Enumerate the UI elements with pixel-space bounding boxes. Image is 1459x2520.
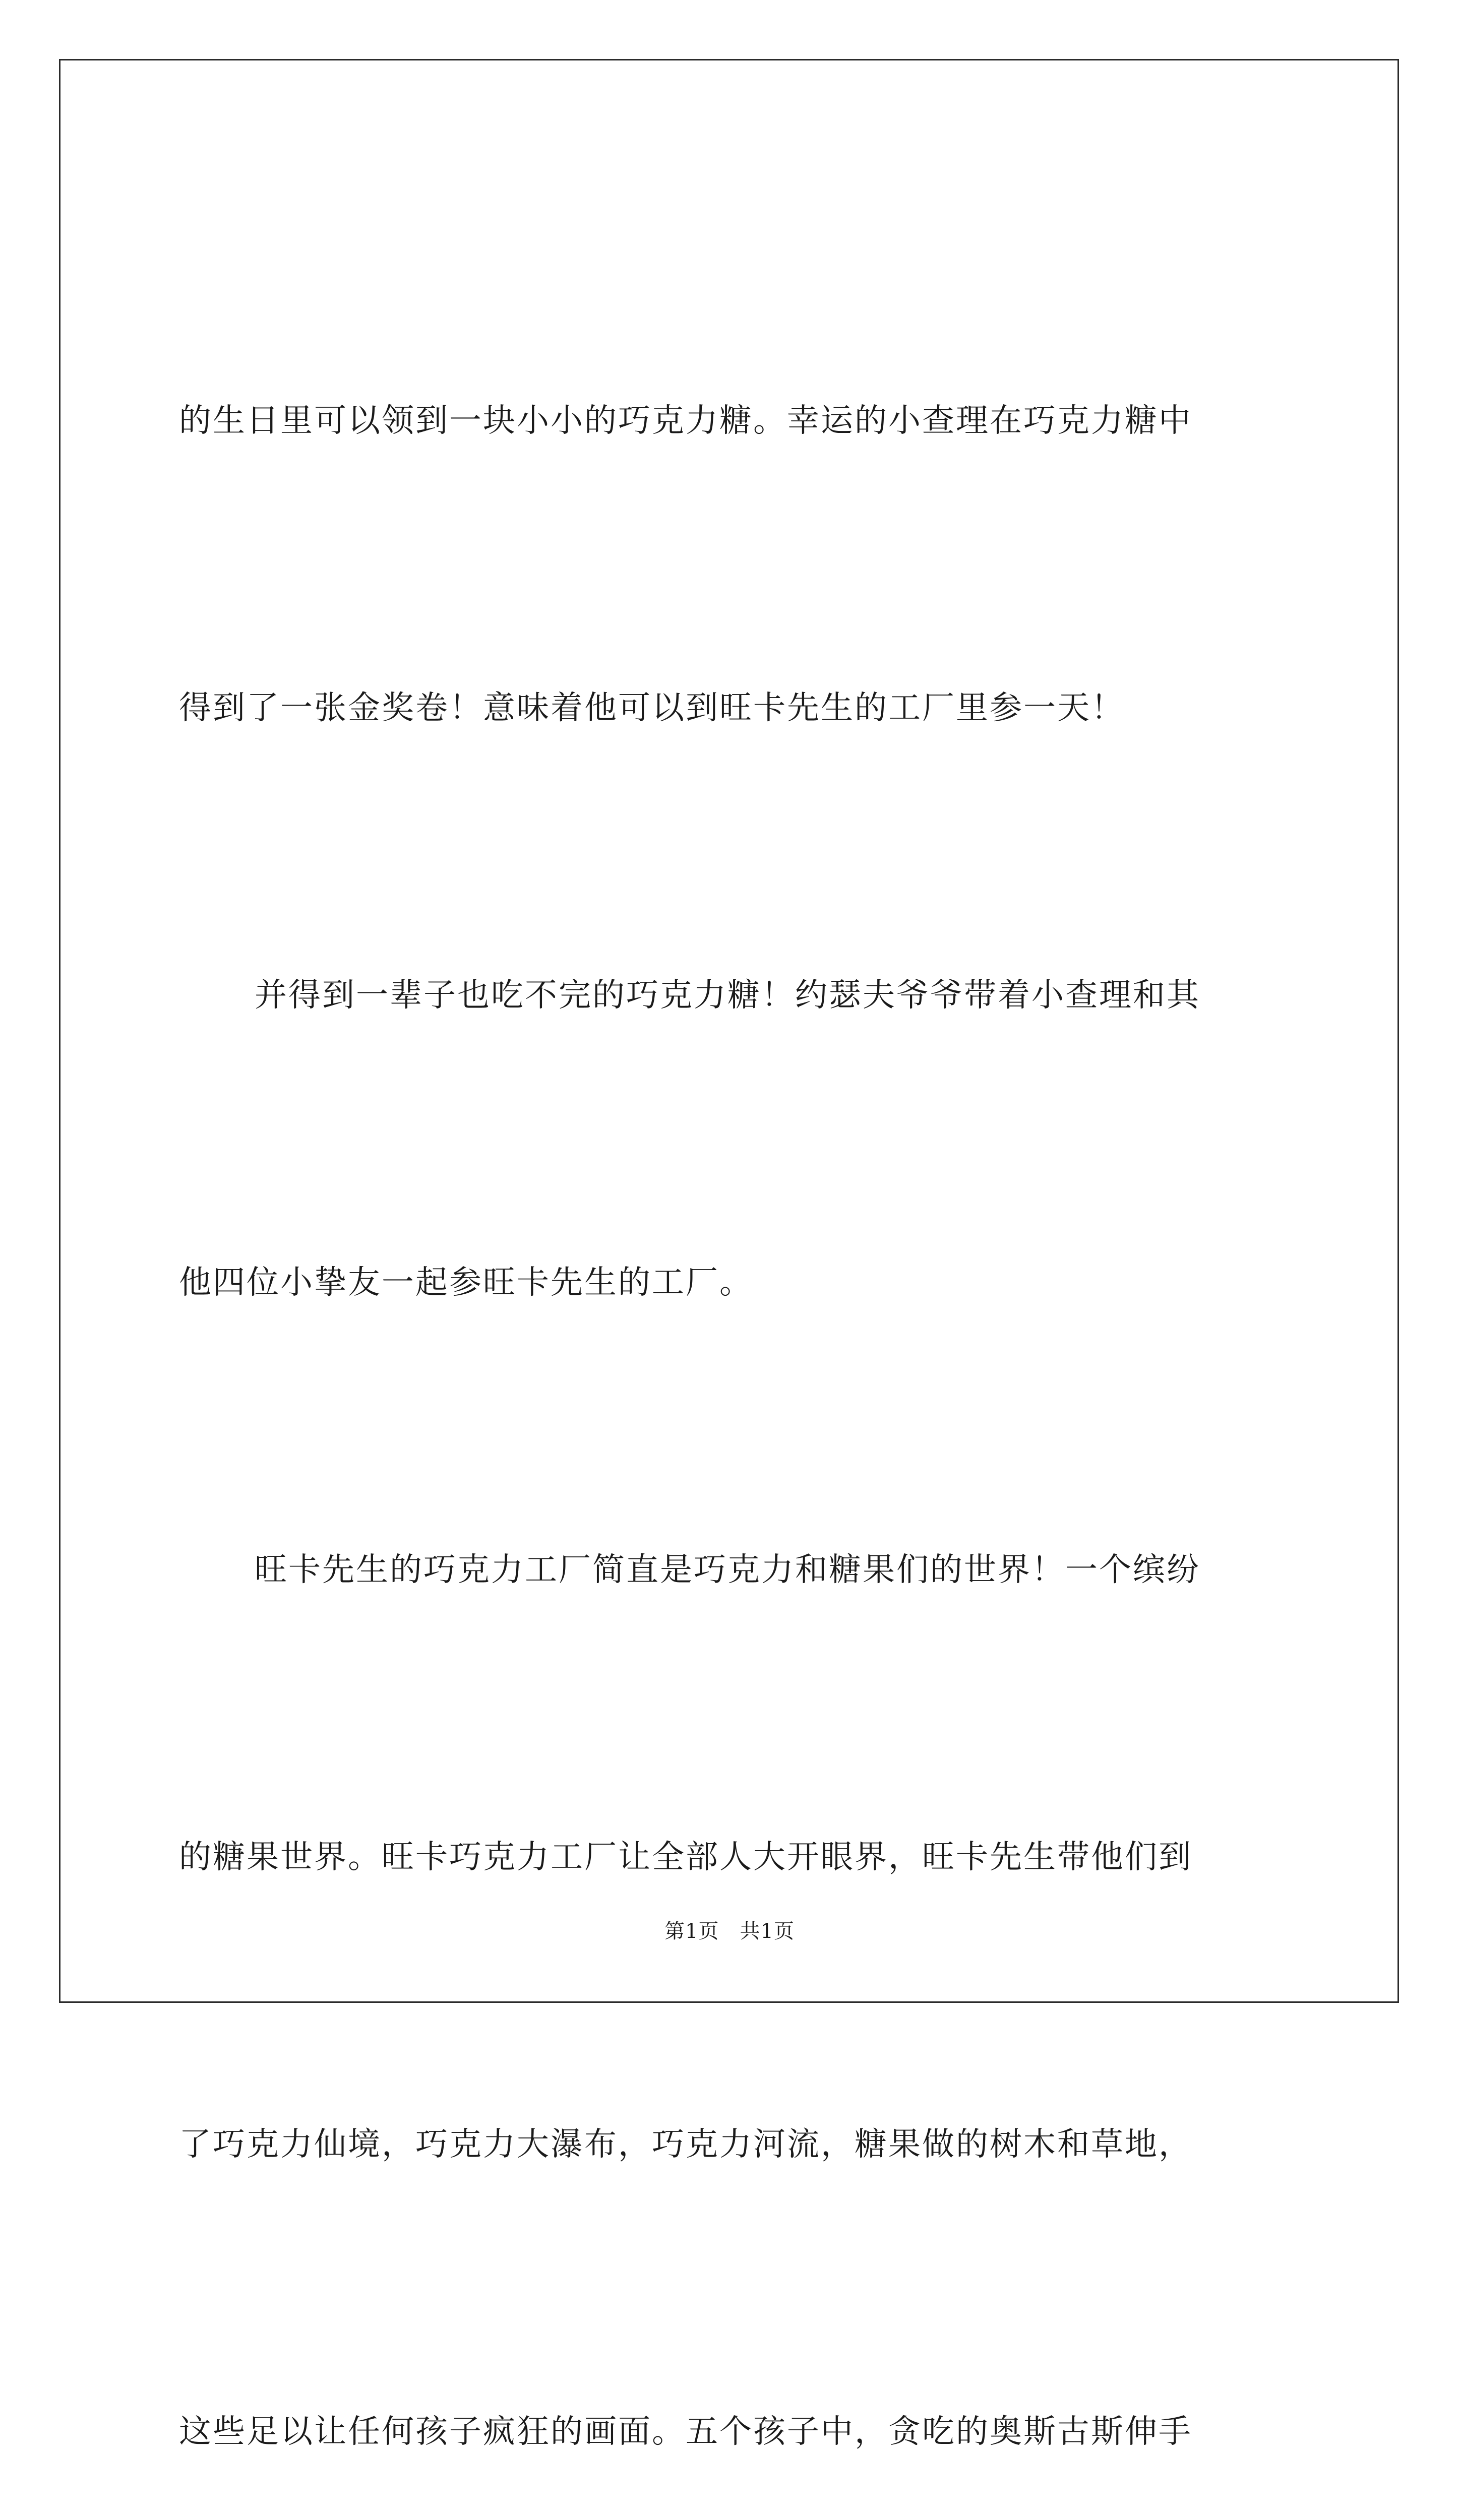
text-line: 了巧克力仙境，巧克力大瀑布，巧克力河流，糖果做的树木和草地， [179, 2126, 1192, 2163]
text-line: 这些足以让任何孩子疯狂的画面。五个孩子中，贪吃的奥斯古斯伸手 [179, 2413, 1192, 2450]
text-line: 并得到一辈子也吃不完的巧克力糖！约瑟夫爷爷带着小查理和其 [255, 977, 1200, 1014]
page-number-label: 第1页 共1页 [664, 1920, 795, 1943]
text-line: 他四位小挚友一起参旺卡先生的工厂。 [179, 1264, 753, 1301]
text-line: 得到了一张金奖卷！意味着他可以到旺卡先生的工厂里参一天！ [179, 689, 1125, 727]
text-line: 的糖果世界。旺卡巧克力工厂让全部人大开眼界，旺卡先生带他们到 [179, 1839, 1192, 1876]
page-footer [0, 1915, 1459, 1944]
body-text [179, 181, 1288, 2520]
text-line: 旺卡先生的巧克力工厂简直是巧克力和糖果们的世界！一个缤纷 [255, 1551, 1200, 1589]
text-line: 的生日里可以领到一块小小的巧克力糖。幸运的小查理在巧克力糖中 [179, 402, 1192, 439]
document-body [179, 181, 1288, 2520]
